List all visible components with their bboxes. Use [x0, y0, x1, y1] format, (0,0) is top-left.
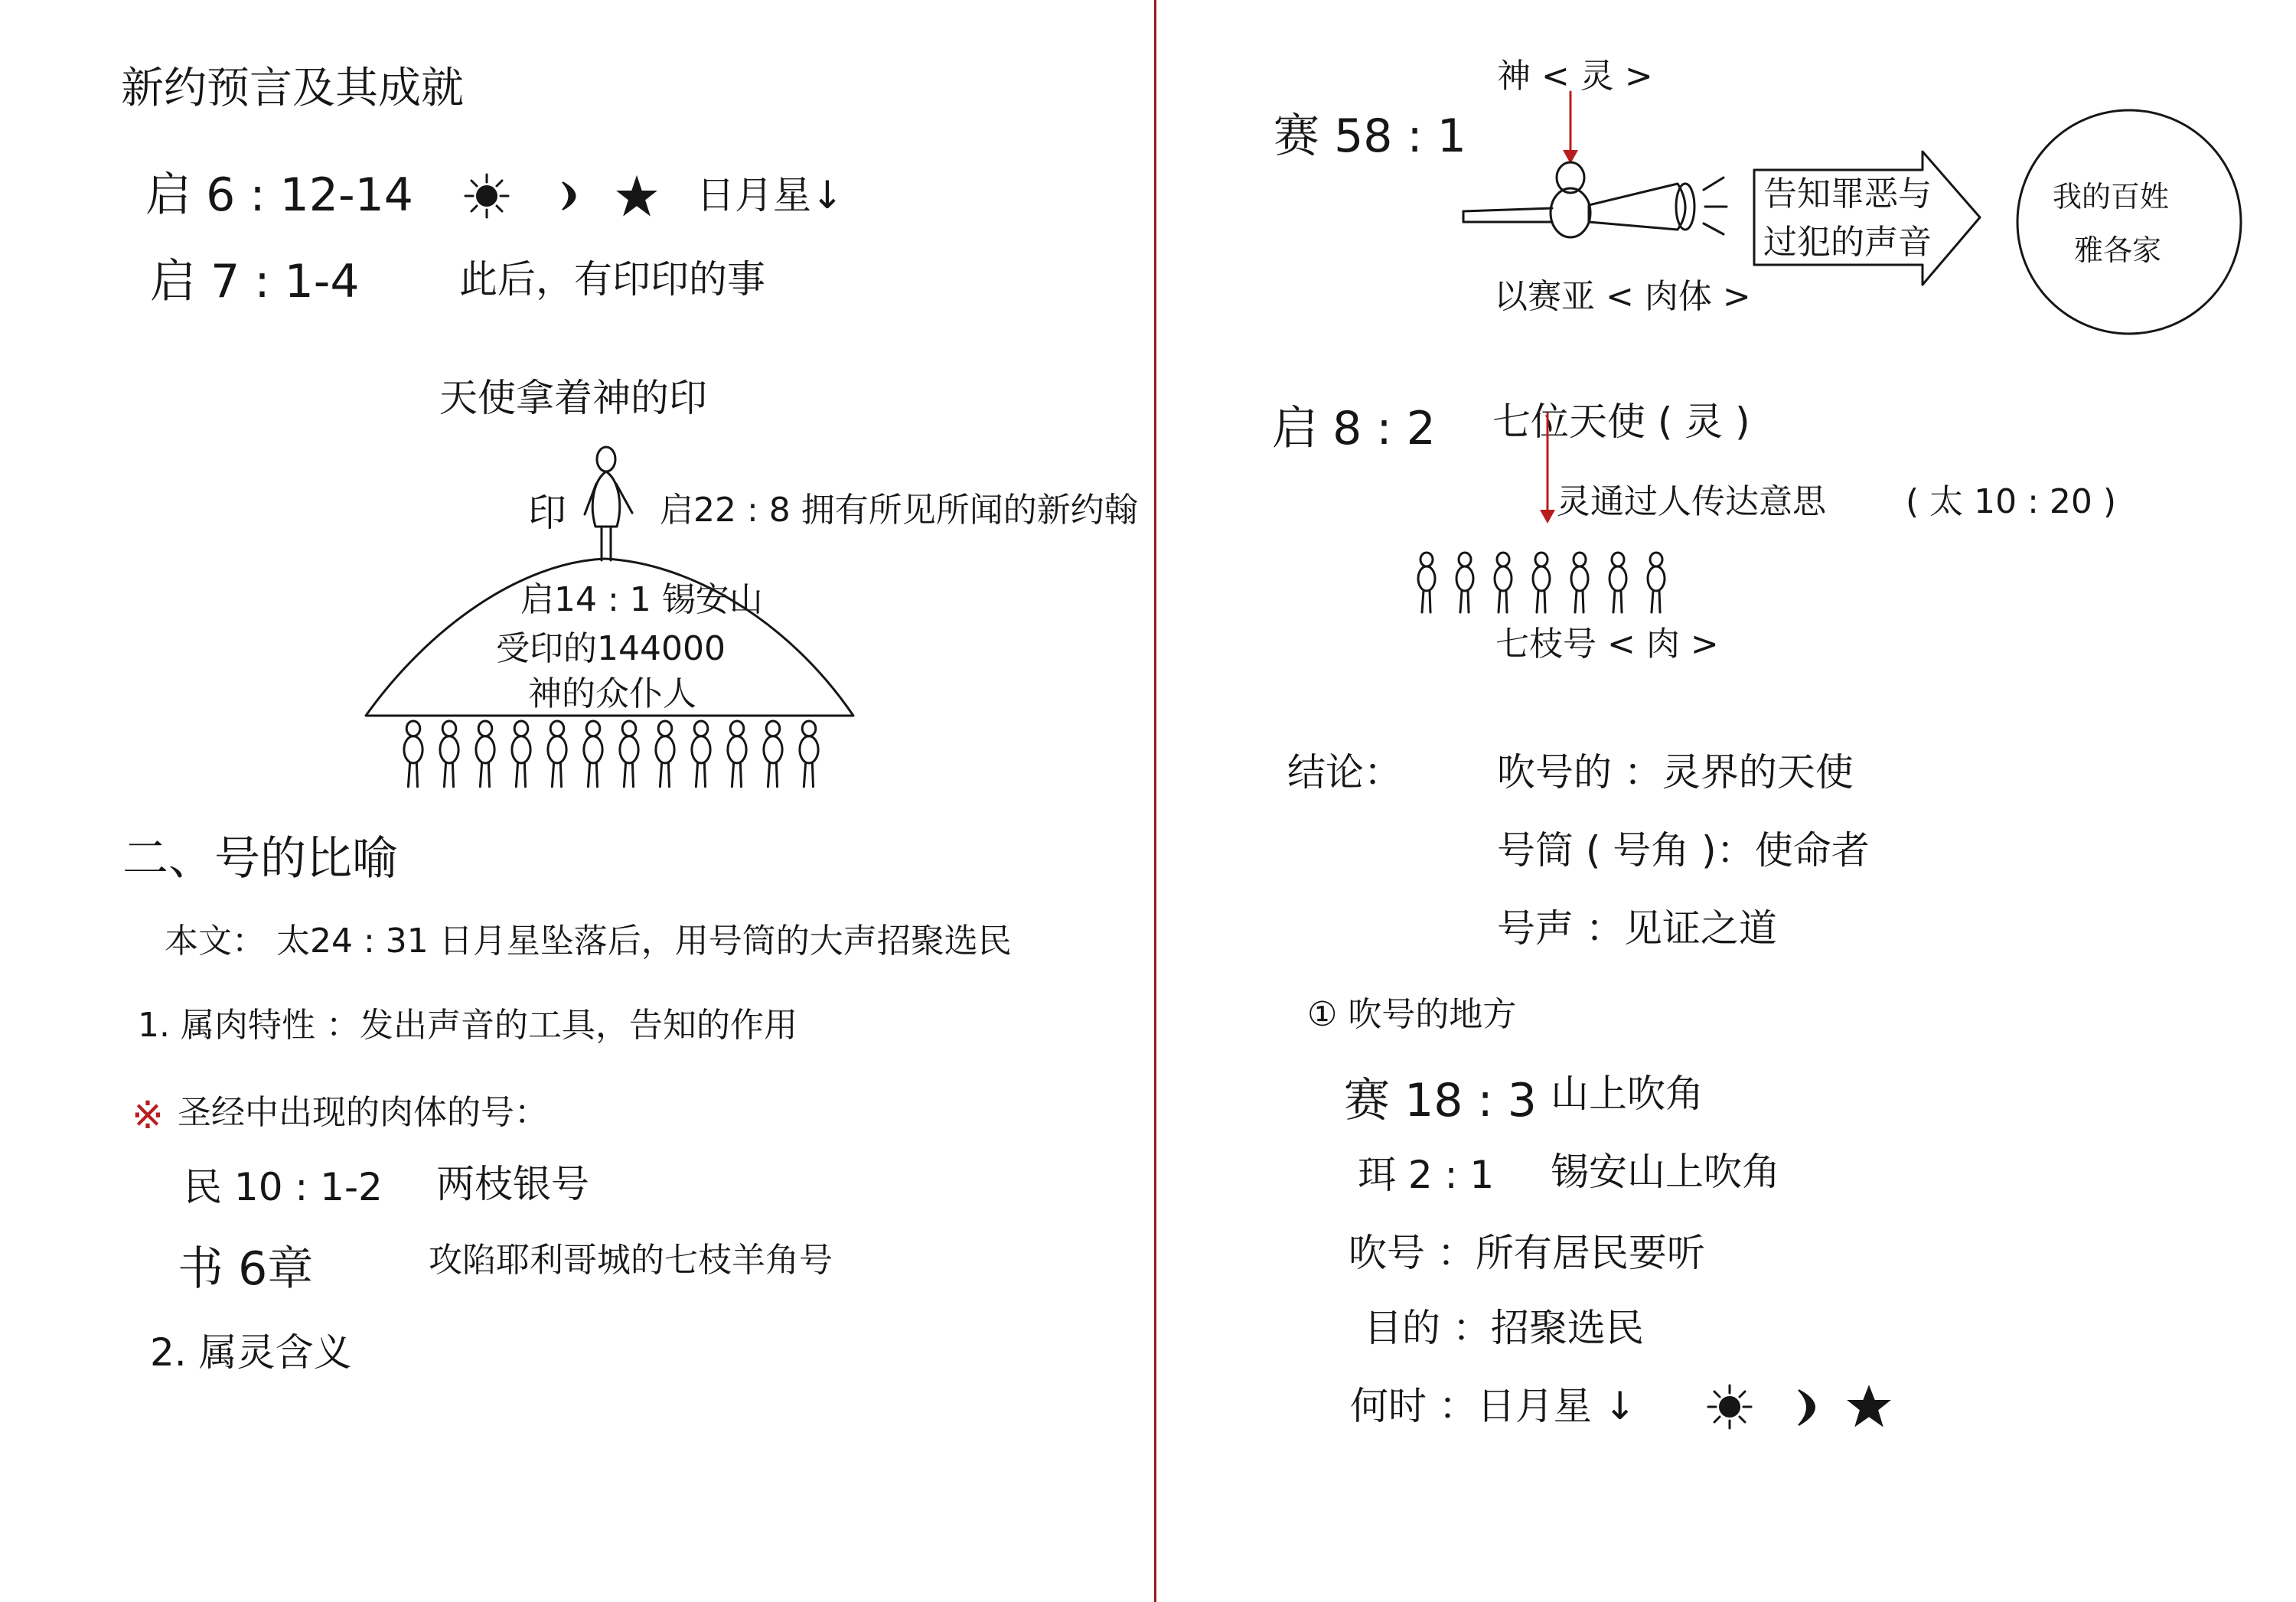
point-1: 1. 属肉特性 ：发出声音的工具，告知的作用 — [138, 1006, 797, 1045]
isaiah-flesh-label: 以赛亚 < 肉体 > — [1494, 277, 1751, 316]
numbers-ref: 民 10 : 1-2 — [184, 1165, 383, 1209]
joshua-text: 攻陷耶利哥城的七枝羊角号 — [429, 1241, 833, 1280]
spirit-through-man: 灵通过人传达意思 — [1557, 482, 1826, 521]
page-fold — [1154, 0, 1156, 1602]
person-figure — [656, 721, 674, 787]
point-2: 2. 属灵含义 — [150, 1330, 352, 1375]
note-mark: ※ — [132, 1093, 164, 1137]
voice-arrow-line-2: 过犯的声音 — [1763, 223, 1932, 262]
god-spirit-label: 神 < 灵 > — [1497, 57, 1653, 96]
angel-caption: 天使拿着神的印 — [439, 376, 707, 420]
section-trumpet-parable: 二、号的比喻 — [122, 832, 398, 886]
mount-line-1: 启14 : 1 锡安山 — [520, 580, 763, 619]
rev8-ref: 启 8 : 2 — [1272, 402, 1436, 455]
angel-figure — [585, 447, 632, 560]
moon-icon — [1799, 1390, 1815, 1425]
conclusion-1: 吹号的 ：灵界的天使 — [1497, 750, 1854, 794]
sun-moon-star-icons-bottom — [1157, 0, 2296, 1602]
isaiah18-text: 山上吹角 — [1551, 1072, 1704, 1116]
conclusion-label: 结论： — [1287, 750, 1402, 794]
person-figure — [620, 721, 638, 787]
rev6-ref: 启 6 : 12-14 — [145, 168, 413, 222]
base-text: 本文： 太24 : 31 日月星坠落后，用号筒的大声招聚选民 — [165, 922, 1012, 961]
seven-trumpets-label: 七枝号 < 肉 > — [1495, 625, 1719, 664]
person-figure — [692, 721, 710, 787]
numbers-text: 两枝银号 — [436, 1162, 589, 1206]
rev22-note: 启22 : 8 拥有所见所闻的新约翰 — [660, 491, 1138, 530]
rev8-seven-angels: 七位天使 ( 灵 ) — [1492, 400, 1750, 444]
conclusion-3: 号声 ：见证之道 — [1497, 906, 1777, 951]
person-figure — [584, 721, 602, 787]
rev7-text: 此后，有印印的事 — [459, 257, 765, 302]
person-figure — [476, 721, 494, 787]
note-physical-trumpets: 圣经中出现的肉体的号： — [178, 1093, 548, 1132]
conclusion-2: 号筒 ( 号角 )：使命者 — [1497, 828, 1870, 873]
joel-text: 锡安山上吹角 — [1551, 1150, 1780, 1194]
person-figure — [404, 721, 422, 787]
person-figure — [512, 721, 530, 787]
joshua-ref: 书 6章 — [178, 1242, 314, 1296]
voice-arrow-line-1: 告知罪恶与 — [1763, 175, 1932, 214]
joel-ref: 珥 2 : 1 — [1358, 1153, 1495, 1197]
rev7-ref: 启 7 : 1-4 — [150, 255, 360, 308]
page-title: 新约预言及其成就 — [121, 64, 464, 113]
my-people-line-2: 雅各家 — [2074, 233, 2162, 267]
when: 何时 ：日月星 ↓ — [1350, 1384, 1636, 1428]
star-icon — [1849, 1387, 1889, 1425]
mount-line-3: 神的众仆人 — [528, 674, 696, 713]
people-row — [404, 721, 818, 787]
person-figure — [800, 721, 818, 787]
purpose: 目的 ：招聚选民 — [1364, 1306, 1644, 1350]
place-title: ① 吹号的地方 — [1307, 995, 1517, 1034]
person-figure — [440, 721, 458, 787]
person-figure — [728, 721, 746, 787]
person-figure — [548, 721, 566, 787]
blow-trumpet: 吹号 ：所有居民要听 — [1349, 1231, 1705, 1275]
isaiah18-ref: 赛 18 : 3 — [1344, 1074, 1537, 1127]
seal-label: 印 — [528, 491, 566, 535]
my-people-line-1: 我的百姓 — [2053, 180, 2170, 214]
sun-icon — [1708, 1385, 1751, 1428]
right-page — [1157, 0, 2296, 1602]
sun-moon-star-fall: 日月星↓ — [696, 173, 843, 217]
person-figure — [764, 721, 782, 787]
mount-line-2: 受印的144000 — [496, 629, 726, 668]
isaiah58-ref: 赛 58 : 1 — [1274, 109, 1466, 163]
matthew10-ref: ( 太 10 : 20 ) — [1906, 482, 2117, 521]
